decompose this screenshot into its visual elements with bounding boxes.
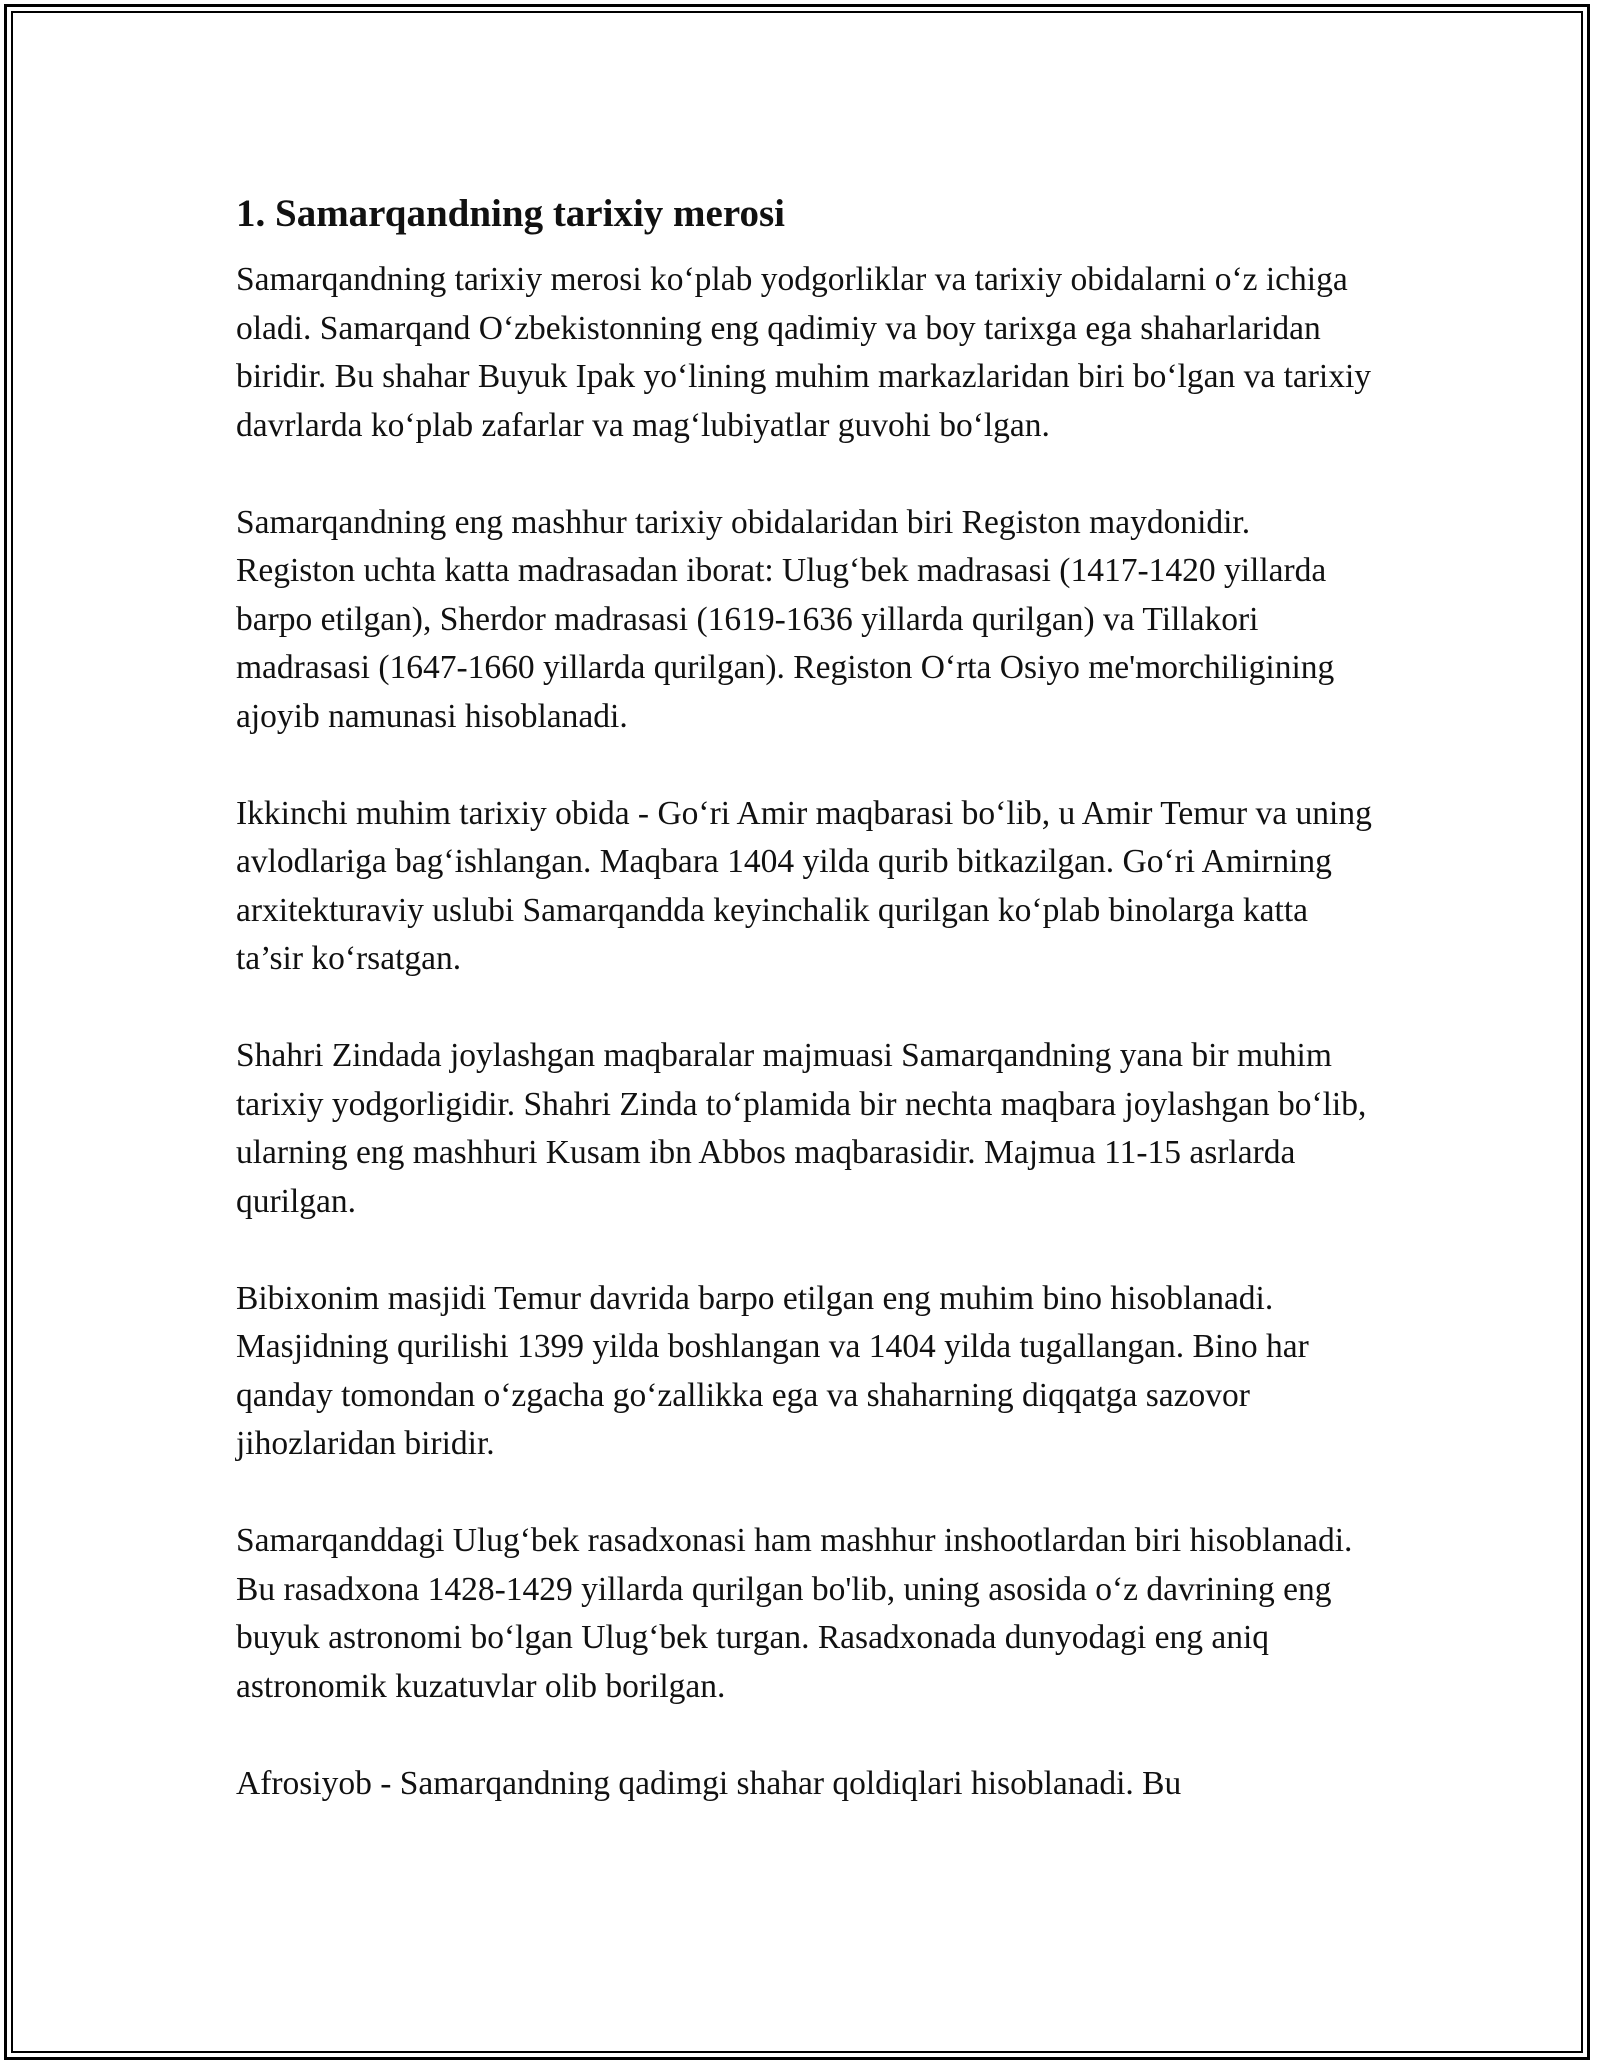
- paragraph-shahi-zinda: Shahri Zindada joylashgan maqbaralar majmuasi Samarqandning yana bir muhim tarixiy yodgorligidir. Shahri Zinda to‘plamida bir nechta maqbara joylashgan bo‘lib, ularning eng mashhuri Kusam ibn Abbos maqbarasidir. Majmua 11-15 asrlarda qurilgan.: [236, 1037, 1367, 1220]
- paragraph-gur-emir: Ikkinchi muhim tarixiy obida - Go‘ri Amir maqbarasi bo‘lib, u Amir Temur va uning avlodlariga bag‘ishlangan. Maqbara 1404 yilda qurib bitkazilgan. Go‘ri Amirning arxitekturaviy uslubi Samarqandda keyinchalik qurilgan ko‘plab binolarga katta ta’sir ko‘rsatgan.: [236, 794, 1372, 977]
- paragraph-bibi-khanym: Bibixonim masjidi Temur davrida barpo etilgan eng muhim bino hisoblanadi. Masjidning qurilishi 1399 yilda boshlangan va 1404 yilda tugallangan. Bino har qanday tomondan o‘zgacha go‘zallikka ega va shaharning diqqatga sazovor jihozlaridan biridir.: [236, 1279, 1309, 1462]
- paragraph-historical-heritage: Samarqandning tarixiy merosi ko‘plab yodgorliklar va tarixiy obidalarni o‘z ichiga oladi. Samarqand O‘zbekistonning eng qadimiy va boy tarixga ega shaharlaridan biridir. Bu shahar Buyuk Ipak yo‘lining muhim markazlaridan biri bo‘lgan va tarixiy davrlarda ko‘plab zafarlar va mag‘lubiyatlar guvohi bo‘lgan.: [236, 261, 1372, 444]
- document-body: [236, 186, 1376, 1808]
- paragraph-registan: Samarqandning eng mashhur tarixiy obidalaridan biri Registon maydonidir. Registon uchta katta madrasadan iborat: Ulug‘bek madrasasi (1417-1420 yillarda barpo etilgan), Sherdor madrasasi (1619-1636 yillarda qurilgan) va Tillakori madrasasi (1647-1660 yillarda qurilgan). Registon O‘rta Osiyo me'morchiligining ajoyib namunasi hisoblanadi.: [236, 503, 1335, 735]
- section-heading: 1. Samarqandning tarixiy merosi: [236, 192, 785, 235]
- paragraph-afrasiyab: Afrosiyob - Samarqandning qadimgi shahar qoldiqlari hisoblanadi. Bu: [236, 1764, 1182, 1802]
- paragraph-ulugbek-observatory: Samarqanddagi Ulug‘bek rasadxonasi ham mashhur inshootlardan biri hisoblanadi. Bu rasadxona 1428-1429 yillarda qurilgan bo'lib, uning asosida o‘z davrining eng buyuk astronomi bo‘lgan Ulug‘bek turgan. Rasadxonada dunyodagi eng aniq astronomik kuzatuvlar olib borilgan.: [236, 1522, 1353, 1705]
